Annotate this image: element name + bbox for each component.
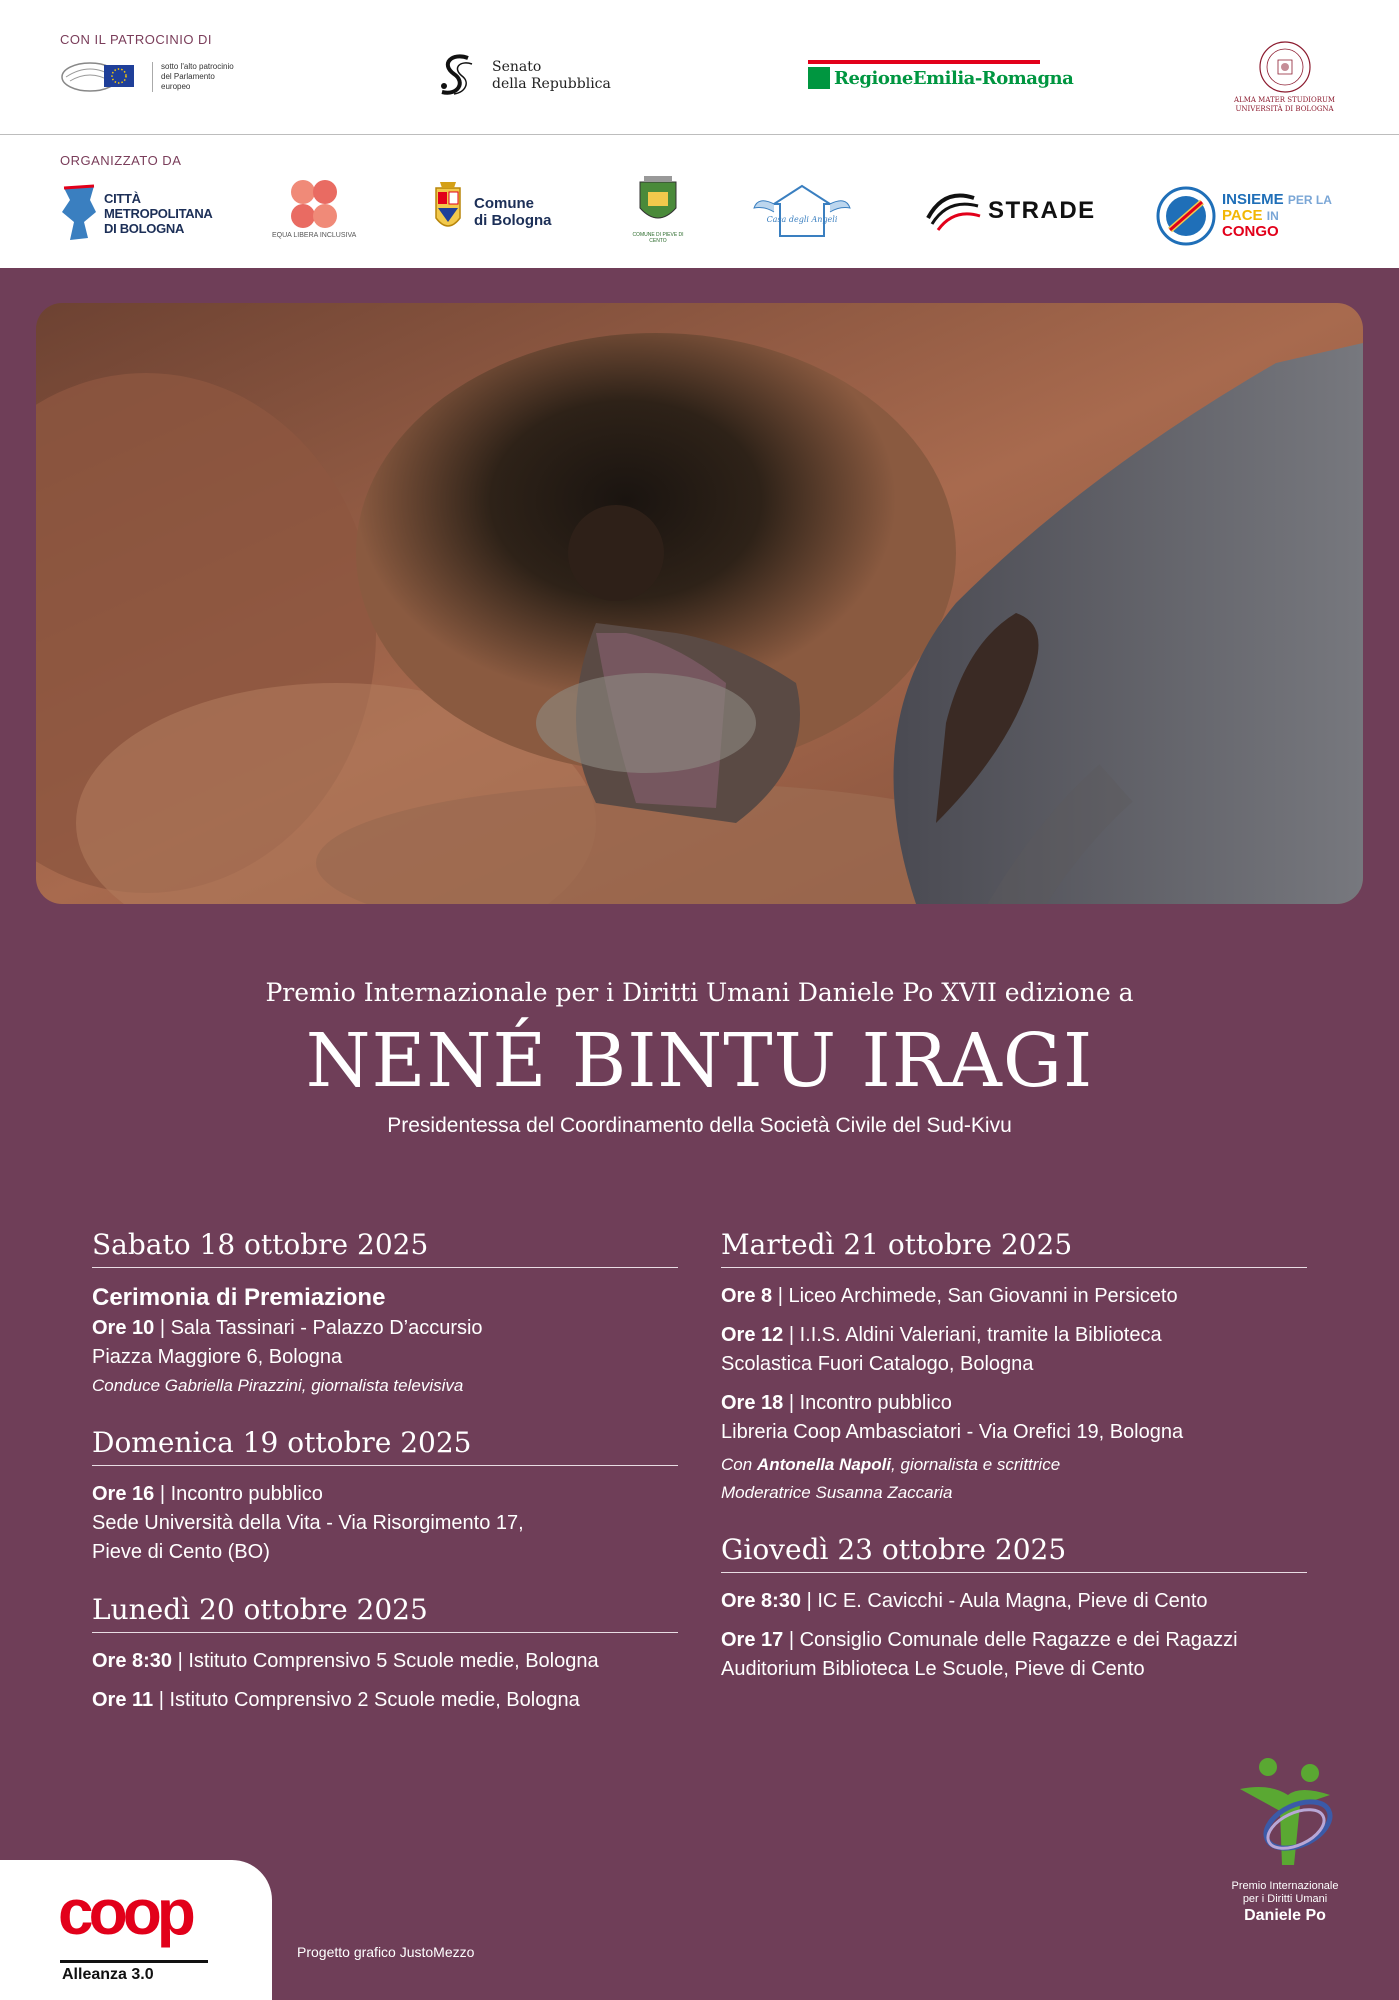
day-heading: Domenica 19 ottobre 2025: [92, 1426, 678, 1466]
event-place: | Istituto Comprensivo 5 Scuole medie, Bologna: [172, 1650, 599, 1672]
unibo-line2: UNIVERSITÀ DI BOLOGNA: [1235, 105, 1334, 113]
honoree-role: Presidentessa del Coordinamento della Società Civile del Sud-Kivu: [387, 1114, 1012, 1137]
event-place: | IC E. Cavicchi - Aula Magna, Pieve di Cento: [801, 1590, 1208, 1612]
schedule-day-block: [721, 1533, 1307, 1684]
equa-flower-icon: [287, 178, 341, 230]
unibo-seal-icon: [1258, 40, 1312, 94]
day-heading: Martedì 21 ottobre 2025: [721, 1228, 1307, 1268]
event-place: | Istituto Comprensivo 2 Scuole medie, Bologna: [153, 1689, 580, 1711]
hero-photo: [36, 303, 1363, 904]
event-note: [721, 1451, 1307, 1479]
design-credits: Progetto grafico JustoMezzo: [297, 1944, 475, 1960]
mine-photo-illustration: [36, 303, 1363, 904]
event-place: | Liceo Archimede, San Giovanni in Persiceto: [772, 1285, 1178, 1307]
day-heading: Sabato 18 ottobre 2025: [92, 1228, 678, 1268]
event-time: Ore 8: [721, 1285, 773, 1307]
event-line: [721, 1282, 1307, 1311]
comune-line1: Comune: [474, 195, 534, 212]
logo-separator: [152, 62, 153, 92]
eu-parliament-logo: [60, 55, 241, 99]
coop-subtitle: Alleanza 3.0: [62, 1966, 154, 1983]
coop-sponsor-box: [0, 1860, 272, 2000]
schedule-day-block: [92, 1593, 678, 1715]
day-heading: Giovedì 23 ottobre 2025: [721, 1533, 1307, 1573]
honoree-name: NENÉ BINTU IRAGI: [305, 1018, 1094, 1104]
senato-icon: [432, 50, 484, 102]
event-time: Ore 8:30: [92, 1650, 173, 1672]
schedule-right-column: [721, 1228, 1307, 1710]
pieve-di-cento-logo: [628, 176, 688, 244]
schedule-day-block: [92, 1426, 678, 1567]
pieve-text: COMUNE DI PIEVE DI CENTO: [632, 232, 684, 244]
event-line: [92, 1647, 678, 1676]
pace-word: PACE: [1222, 207, 1263, 224]
citta-line2: METROPOLITANA: [104, 205, 213, 221]
patronage-label: CON IL PATROCINIO DI: [60, 32, 213, 47]
schedule-day-block: [721, 1228, 1307, 1507]
comune-line2: di Bologna: [474, 212, 552, 229]
event-line: [92, 1686, 678, 1715]
insieme-word: INSIEME: [1222, 191, 1284, 208]
equa-logo: [272, 178, 356, 239]
event-line: [721, 1389, 1307, 1418]
note-guest: Antonella Napoli: [756, 1455, 892, 1474]
schedule-left-column: [92, 1228, 678, 1741]
sponsor-header: [0, 0, 1399, 268]
eu-parliament-text: sotto l'alto patrocinio del Parlamento europeo: [161, 62, 234, 91]
event-place: | Incontro pubblico: [154, 1483, 323, 1505]
strade-swirl-icon: [924, 188, 982, 234]
event-place: | Sala Tassinari - Palazzo D’accursio: [154, 1317, 483, 1339]
unibo-line1: ALMA MATER STUDIORUM: [1234, 96, 1336, 104]
per-la-word: PER LA: [1287, 193, 1332, 207]
award-line2: per i Diritti Umani: [1242, 1893, 1328, 1905]
senato-line2: della Repubblica: [492, 76, 611, 92]
unibo-logo: [1234, 40, 1335, 114]
event-time: Ore 12: [721, 1324, 784, 1346]
award-line1: Premio Internazionale: [1231, 1880, 1339, 1892]
event-note: Moderatrice Susanna Zaccaria: [721, 1483, 953, 1502]
comune-bologna-logo: [428, 178, 552, 246]
event-place-line: Libreria Coop Ambasciatori - Via Orefici 19, Bologna: [721, 1421, 1184, 1443]
event-time: Ore 16: [92, 1483, 155, 1505]
event-time: Ore 11: [92, 1689, 154, 1711]
congo-word: CONGO: [1222, 223, 1279, 240]
citta-line3: DI BOLOGNA: [104, 220, 185, 236]
schedule-day-block: [92, 1228, 678, 1400]
senato-line1: Senato: [492, 59, 542, 75]
coop-logo-text: coop: [58, 1876, 191, 1948]
event-time: Ore 17: [721, 1629, 784, 1651]
award-subtitle: Premio Internazionale per i Diritti Umani Daniele Po XVII edizione a: [265, 978, 1134, 1007]
note-prefix: Con: [721, 1455, 757, 1474]
note-suffix: , giornalista e scrittrice: [891, 1455, 1061, 1474]
event-place-line: Sede Università della Vita - Via Risorgimento 17,: [92, 1512, 524, 1534]
header-divider: [0, 134, 1399, 135]
regione-text: RegioneEmilia-Romagna: [834, 67, 1074, 89]
daniele-po-award-logo: [1210, 1755, 1360, 1925]
strade-logo: [924, 188, 1096, 234]
day-heading: Lunedì 20 ottobre 2025: [92, 1593, 678, 1633]
event-line: [92, 1480, 678, 1509]
equa-text: EQUA LIBERA INCLUSIVA: [272, 232, 357, 239]
coop-underline: [60, 1960, 208, 1963]
daniele-po-figures-icon: [1230, 1755, 1340, 1875]
event-line: [721, 1626, 1307, 1655]
event-place-line: Pieve di Cento (BO): [92, 1541, 270, 1563]
regione-flag-icon: [808, 67, 830, 89]
pieve-crest-icon: [634, 176, 682, 230]
event-time: Ore 10: [92, 1317, 155, 1339]
casa-angeli-text: Casa degli Angeli: [766, 215, 838, 224]
strade-text: STRADE: [988, 197, 1096, 224]
regione-logo: [808, 60, 1073, 89]
comune-bologna-crest-icon: [428, 178, 468, 246]
event-time: Ore 18: [721, 1392, 784, 1414]
event-place-line: Auditorium Biblioteca Le Scuole, Pieve di Cento: [721, 1658, 1145, 1680]
senato-logo: [432, 50, 611, 102]
eu-parliament-icon: [60, 55, 144, 99]
citta-line1: CITTÀ: [104, 190, 141, 206]
event-place: | I.I.S. Aldini Valeriani, tramite la Biblioteca: [783, 1324, 1162, 1346]
in-word: IN: [1266, 209, 1279, 223]
event-line: [721, 1321, 1307, 1350]
citta-metropolitana-logo: [60, 182, 213, 244]
casa-angeli-wings-icon: [752, 176, 852, 242]
event-place: | Consiglio Comunale delle Ragazze e dei Ragazzi: [783, 1629, 1238, 1651]
event-place-line: Scolastica Fuori Catalogo, Bologna: [721, 1353, 1034, 1375]
organized-label: ORGANIZZATO DA: [60, 153, 182, 168]
casa-angeli-logo: [752, 176, 852, 242]
event-line: [92, 1314, 678, 1343]
event-time: Ore 8:30: [721, 1590, 802, 1612]
insieme-congo-badge-icon: [1156, 186, 1216, 246]
insieme-pace-congo-logo: [1156, 186, 1332, 246]
event-place-line: Piazza Maggiore 6, Bologna: [92, 1346, 343, 1368]
award-line3: Daniele Po: [1244, 1907, 1326, 1924]
event-place: | Incontro pubblico: [783, 1392, 952, 1414]
regione-red-stripe: [808, 60, 1040, 64]
event-note: Conduce Gabriella Pirazzini, giornalista televisiva: [92, 1376, 464, 1395]
citta-metropolitana-icon: [60, 182, 98, 244]
event-title: Cerimonia di Premiazione: [92, 1284, 386, 1311]
event-line: [721, 1587, 1307, 1616]
